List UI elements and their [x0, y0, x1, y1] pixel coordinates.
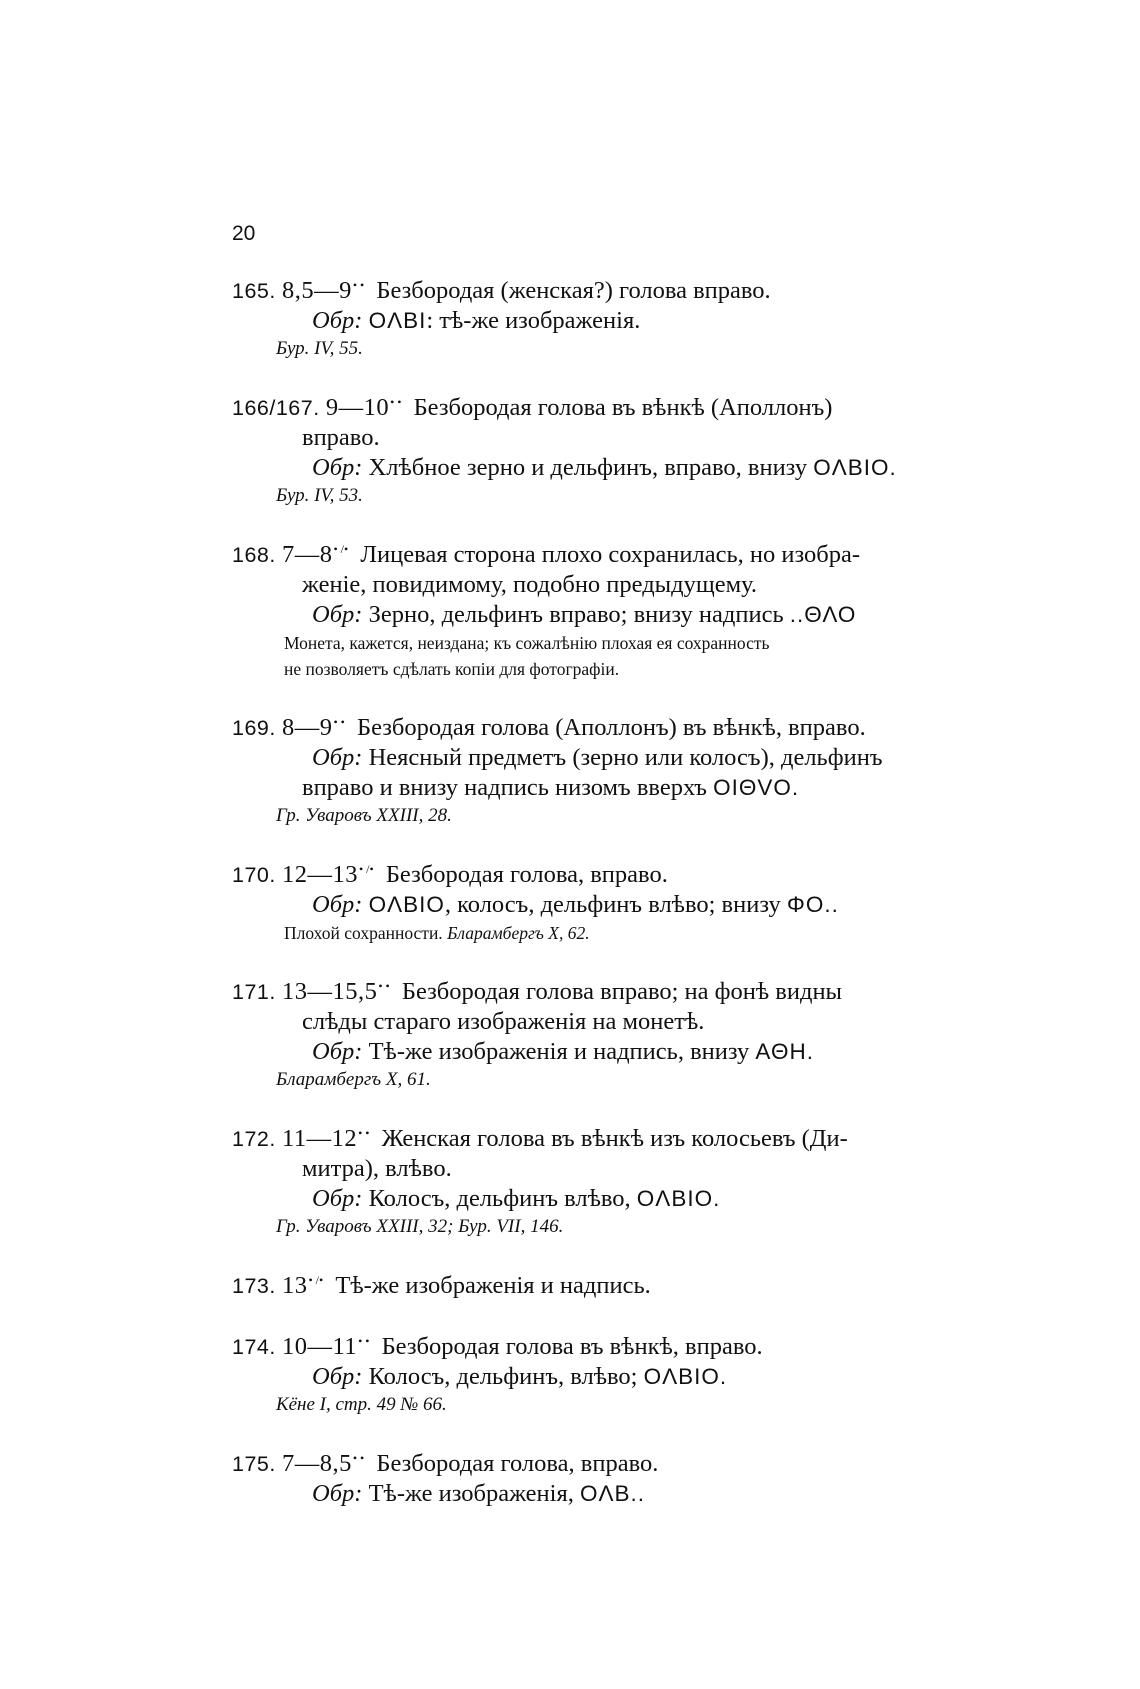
entry-size: 9—10: [325, 394, 390, 421]
entry-description: Безбородая голова въ вѣнкѣ (Аполлонъ): [413, 394, 833, 421]
note-text: Плохой сохранности.: [284, 923, 443, 943]
catalog-page: [232, 222, 972, 1534]
entry-number: 168.: [232, 543, 276, 567]
obverse-text: Хлѣбное зерно и дельфинъ, вправо, внизу: [368, 454, 808, 481]
obverse-text: Колосъ, дельфинъ, влѣво;: [368, 1363, 638, 1390]
entry-description-cont: вправо.: [302, 424, 380, 451]
reference: Гр. Уваровъ XXIII, 28.: [276, 805, 452, 826]
size-mark: • /•: [358, 862, 374, 876]
entry-size: 7—8,5: [281, 1450, 352, 1477]
obverse-abbr: Обр:: [312, 307, 363, 334]
size-mark: • •: [352, 1451, 365, 1465]
catalog-entry-172: [232, 1118, 972, 1240]
obverse-abbr: Обр:: [312, 1038, 363, 1065]
entry-description: Безбородая голова, вправо.: [376, 1450, 659, 1477]
reference: Бур. IV, 55.: [276, 338, 363, 359]
catalog-entry-173: [232, 1265, 972, 1301]
obverse-text: вправо и внизу надпись низомъ вверхъ: [302, 774, 707, 801]
obverse-legend: ОΛΒΙΟ: [368, 892, 445, 917]
obverse-abbr: Обр:: [312, 454, 363, 481]
obverse-legend: ОΛΒΙ: [368, 308, 427, 333]
obverse-text: Тѣ-же изображенія и надпись, внизу: [368, 1038, 750, 1065]
size-mark: • •: [358, 1334, 370, 1348]
obverse-abbr: Обр:: [312, 1363, 363, 1390]
size-mark: • /•: [333, 542, 349, 556]
entry-description-cont: женіе, повидимому, подобно предыдущему.: [302, 571, 758, 598]
obverse-line: [232, 306, 972, 336]
entry-number: 172.: [232, 1127, 276, 1151]
entry-size: 12—13: [281, 861, 358, 888]
obverse-text: Неясный предметъ (зерно или колосъ), дельфинъ: [368, 744, 883, 771]
reference: Бларамбергъ X, 61.: [276, 1069, 431, 1090]
entry-description: Безбородая голова въ вѣнкѣ, вправо.: [381, 1333, 763, 1360]
obverse-line: [232, 1037, 972, 1067]
obverse-abbr: Обр:: [312, 601, 363, 628]
obverse-line-cont: [232, 773, 972, 803]
entry-number: 171.: [232, 980, 276, 1004]
size-mark: • •: [333, 715, 345, 729]
note-line: Монета, кажется, неиздана; къ сожалѣнію плохая ея сохранность: [284, 633, 770, 653]
size-mark: • •: [378, 979, 390, 993]
entry-number: 173.: [232, 1274, 276, 1298]
entry-description: Лицевая сторона плохо сохранилась, но изобра-: [360, 541, 861, 568]
entry-number: 166/167.: [232, 396, 320, 420]
entry-size: 8,5—9: [281, 277, 352, 304]
entry-size: 13: [281, 1272, 308, 1299]
obverse-text: Колосъ, дельфинъ влѣво,: [368, 1185, 631, 1212]
obverse-abbr: Обр:: [312, 744, 363, 771]
reference: Бур. IV, 53.: [276, 485, 363, 506]
entry-size: 11—12: [281, 1125, 358, 1152]
obverse-line: [232, 743, 972, 773]
catalog-entry-171: [232, 971, 972, 1093]
entry-description: Безбородая голова, вправо.: [385, 861, 668, 888]
entry-number: 165.: [232, 279, 276, 303]
entry-description-cont: митра), влѣво.: [302, 1155, 452, 1182]
entry-size: 10—11: [281, 1333, 358, 1360]
entry-description: Тѣ-же изображенія и надпись.: [335, 1272, 651, 1299]
obverse-legend: ΦΟ..: [786, 892, 839, 917]
entry-size: 8—9: [281, 714, 333, 741]
entry-description-cont: слѣды стараго изображенія на монетѣ.: [302, 1008, 705, 1035]
catalog-entry-168: [232, 534, 972, 682]
reference: Кёне I, стр. 49 № 66.: [276, 1394, 447, 1415]
size-mark: • /•: [308, 1273, 324, 1287]
obverse-legend: ОΛΒΙΟ.: [636, 1186, 721, 1211]
entry-number: 170.: [232, 863, 276, 887]
entry-number: 175.: [232, 1452, 276, 1476]
entry-number: 174.: [232, 1335, 276, 1359]
reference: Гр. Уваровъ XXIII, 32; Бур. VII, 146.: [276, 1216, 564, 1237]
catalog-entry-166-167: [232, 387, 972, 509]
obverse-text: : тѣ-же изображенія.: [426, 307, 641, 334]
catalog-entry-175: [232, 1443, 972, 1509]
obverse-abbr: Обр:: [312, 1185, 363, 1212]
obverse-line: [232, 890, 972, 920]
obverse-line: [232, 453, 972, 483]
obverse-line: [232, 1479, 972, 1509]
obverse-abbr: Обр:: [312, 1480, 363, 1507]
catalog-entry-170: [232, 854, 972, 946]
obverse-legend: ΑΘΗ.: [755, 1039, 814, 1064]
entry-description: Безбородая (женская?) голова вправо.: [376, 277, 771, 304]
obverse-legend: ОΛΒ..: [580, 1481, 646, 1506]
obverse-text: Тѣ-же изображенія,: [368, 1480, 574, 1507]
entry-size: 13—15,5: [281, 978, 378, 1005]
size-mark: • •: [352, 278, 365, 292]
catalog-entry-174: [232, 1326, 972, 1418]
entry-size: 7—8: [281, 541, 333, 568]
note-line: [232, 920, 972, 946]
catalog-entry-165: [232, 270, 972, 362]
obverse-legend: ΟΙΘVΟ.: [713, 775, 800, 800]
page-number: 20: [232, 222, 256, 245]
obverse-line: [232, 600, 972, 630]
obverse-line: [232, 1184, 972, 1214]
entry-number: 169.: [232, 716, 276, 740]
size-mark: • •: [358, 1126, 370, 1140]
obverse-abbr: Обр:: [312, 891, 363, 918]
note-line: не позволяетъ сдѣлать копіи для фотографіи.: [284, 659, 620, 679]
entry-description: Безбородая голова вправо; на фонѣ видны: [401, 978, 843, 1005]
obverse-legend: ОΛΒΙΟ.: [643, 1364, 728, 1389]
obverse-line: [232, 1362, 972, 1392]
entry-description: Безбородая голова (Аполлонъ) въ вѣнкѣ, вправо.: [357, 714, 866, 741]
obverse-legend: ..ΘΛΟ: [789, 602, 857, 627]
catalog-entry-169: [232, 707, 972, 829]
note-reference: Бларамбергъ X, 62.: [447, 923, 590, 943]
entry-description: Женская голова въ вѣнкѣ изъ колосьевъ (Ди-: [381, 1125, 848, 1152]
size-mark: • •: [390, 395, 402, 409]
obverse-text: , колосъ, дельфинъ влѣво; внизу: [444, 891, 781, 918]
obverse-text: Зерно, дельфинъ вправо; внизу надпись: [368, 601, 784, 628]
obverse-legend: ОΛΒΙΟ.: [813, 455, 897, 480]
